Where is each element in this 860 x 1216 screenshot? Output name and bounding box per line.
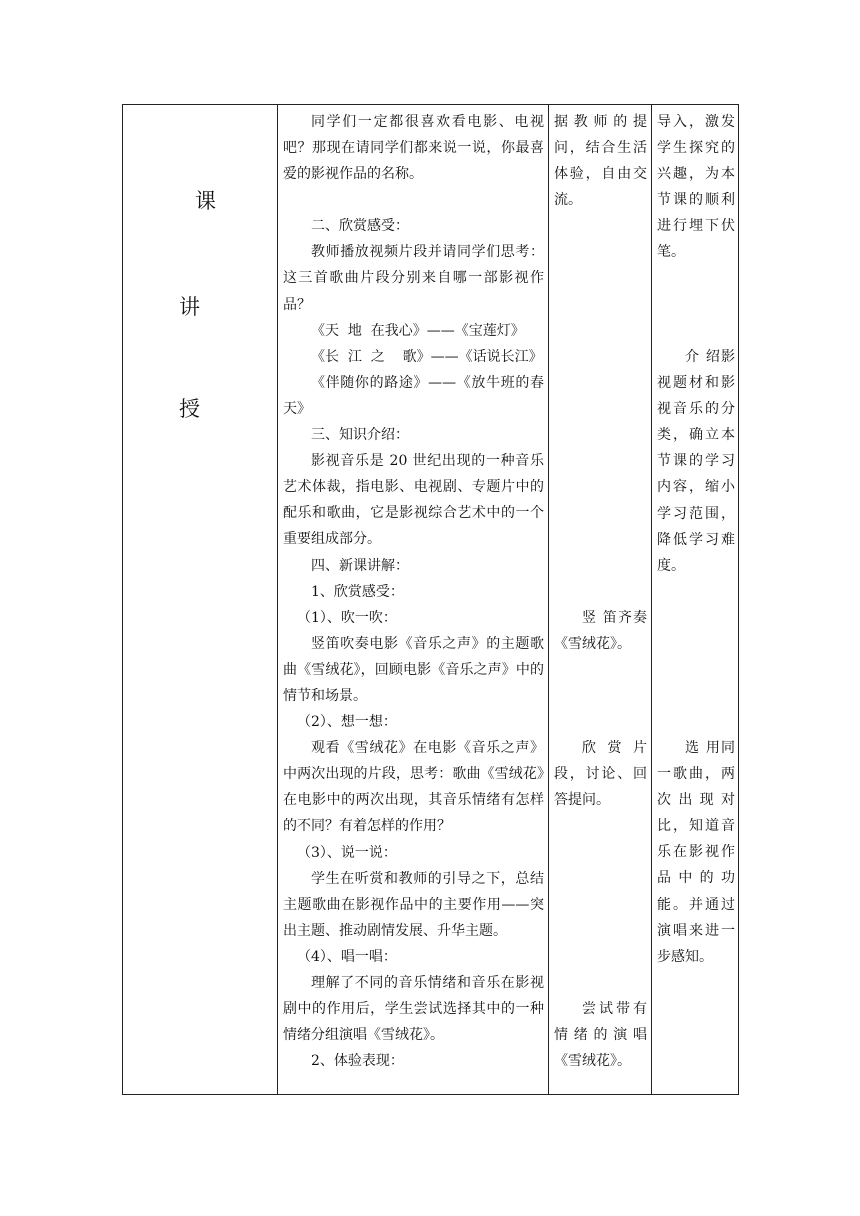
subheading: （4）、唱一唱：	[297, 948, 397, 965]
paragraph: 影视音乐是 20 世纪出现的一种音乐艺术体裁，指电影、电视剧、专题片中的配乐和歌曲，它是影视综合艺术中的一个重要组成部分。	[283, 453, 544, 548]
teacher-activity-column	[278, 105, 548, 1094]
paragraph: 学生在听赏和教师的引导之下，总结主题歌曲在影视作品中的主要作用——突出主题、推动剧情发展、升华主题。	[283, 870, 544, 939]
heading: 二、欣赏感受：	[311, 218, 409, 235]
student-activity-column	[549, 105, 651, 1094]
student-note: 竖 笛齐奏《雪绒花》。	[554, 610, 647, 653]
subheading: （2）、想一想：	[297, 714, 397, 731]
subheading: （3）、说一说：	[297, 844, 397, 861]
student-note: 据教师的提问，结合生活体验，自由交流。	[554, 114, 647, 209]
section-label-char: 授	[179, 397, 200, 421]
paragraph: 理解了不同的音乐情绪和音乐在影视剧中的作用后，学生尝试选择其中的一种情绪分组演唱《雪绒花》。	[283, 975, 544, 1044]
song-item: 《伴随你的路途》——《放牛班的春天》	[283, 374, 544, 417]
song-item: 《天 地 在我心》——《宝莲灯》	[311, 322, 525, 339]
subheading: （1）、吹一吹：	[297, 609, 397, 626]
heading: 四、新课讲解：	[311, 557, 409, 574]
student-note: 欣赏片段，讨论、回答提问。	[554, 740, 647, 809]
paragraph: 观看《雪绒花》在电影《音乐之声》中两次出现的片段，思考：歌曲《雪绒花》在电影中的两次出现，其音乐情绪有怎样的不同？有着怎样的作用？	[283, 740, 544, 835]
paragraph: 教师播放视频片段并请同学们思考：这三首歌曲片段分别来自哪一部影视作品？	[283, 244, 544, 313]
paragraph: 竖笛吹奏电影《音乐之声》的主题歌曲《雪绒花》，回顾电影《音乐之声》中的情节和场景。	[283, 635, 544, 704]
lesson-plan-table	[122, 104, 739, 1095]
subheading: 1、欣赏感受：	[311, 583, 404, 600]
song-item: 《长 江 之 歌》——《话说长江》	[311, 348, 543, 365]
section-label-char: 课	[195, 189, 216, 213]
section-label-char: 讲	[179, 295, 200, 319]
intent-note: 选 用同一歌曲，两次出现对比，知道音乐在影视作品中的功能。并通过演唱来进一步感知。	[657, 740, 735, 965]
intent-note: 介 绍影视题材和影视音乐的分类，确立本节课的学习内容，缩小学习范围，降低学习难度。	[657, 349, 735, 574]
intent-note: 导入，激发学生探究的兴趣，为本节课的顺利进行埋下伏笔。	[657, 114, 735, 261]
section-label-column	[123, 105, 277, 1094]
paragraph: 同学们一定都很喜欢看电影、电视吧？那现在请同学们都来说一说，你最喜爱的影视作品的名称。	[283, 114, 544, 183]
subheading: 2、体验表现：	[311, 1053, 404, 1070]
student-note: 尝试带有情绪的演唱《雪绒花》。	[554, 1001, 647, 1070]
design-intent-column	[652, 105, 738, 1094]
heading: 三、知识介绍：	[311, 427, 409, 444]
